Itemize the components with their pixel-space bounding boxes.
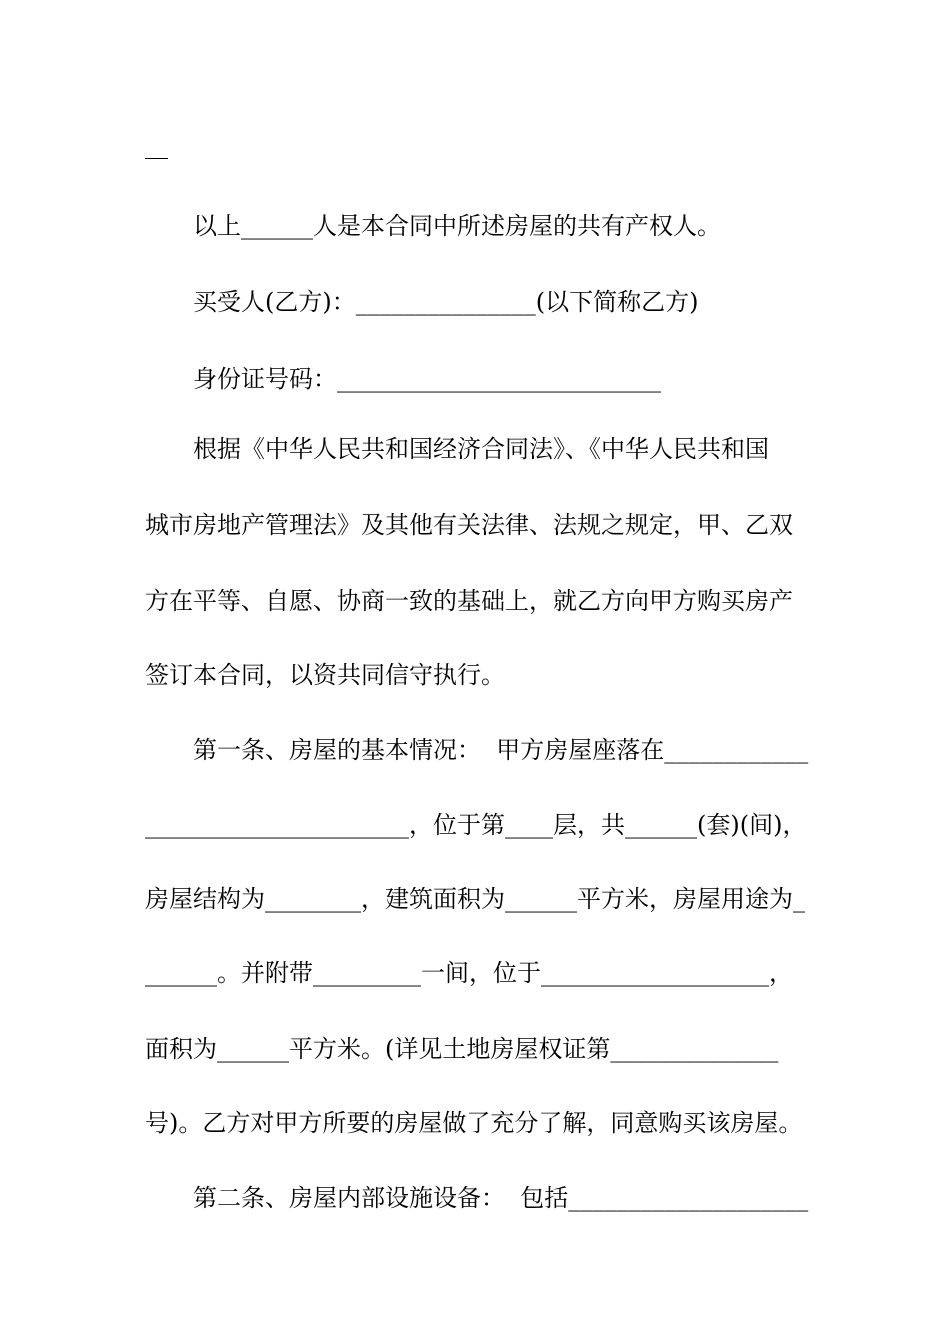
article-2-line-1: 第二条、房屋内部设施设备： 包括____________________ — [193, 1184, 809, 1212]
preamble-line-1: 根据《中华人民共和国经济合同法》、《中华人民共和国 — [193, 435, 769, 463]
article-1-line-6: 号)。乙方对甲方所要的房屋做了充分了解，同意购买该房屋。 — [145, 1109, 803, 1137]
co-owner-line: 以上______人是本合同中所述房屋的共有产权人。 — [193, 212, 721, 240]
article-1-line-2: ______________________，位于第____层，共______(套)(间)， — [145, 811, 807, 839]
article-1-line-3: 房屋结构为________，建筑面积为______平方米，房屋用途为_ — [145, 885, 805, 913]
article-1-line-1: 第一条、房屋的基本情况： 甲方房屋座落在____________ — [193, 736, 809, 764]
preamble-line-4: 签订本合同，以资共同信守执行。 — [145, 661, 505, 689]
id-number-line: 身份证号码：___________________________ — [193, 365, 661, 393]
top-dash — [145, 158, 168, 159]
article-1-line-5: 面积为______平方米。(详见土地房屋权证第______________ — [145, 1035, 779, 1063]
preamble-line-2: 城市房地产管理法》及其他有关法律、法规之规定，甲、乙双 — [145, 511, 793, 539]
buyer-line: 买受人(乙方)：_______________(以下简称乙方) — [193, 288, 699, 316]
article-1-line-4: ______。并附带_________一间，位于___________________， — [145, 959, 793, 987]
preamble-line-3: 方在平等、自愿、协商一致的基础上，就乙方向甲方购买房产 — [145, 587, 793, 615]
